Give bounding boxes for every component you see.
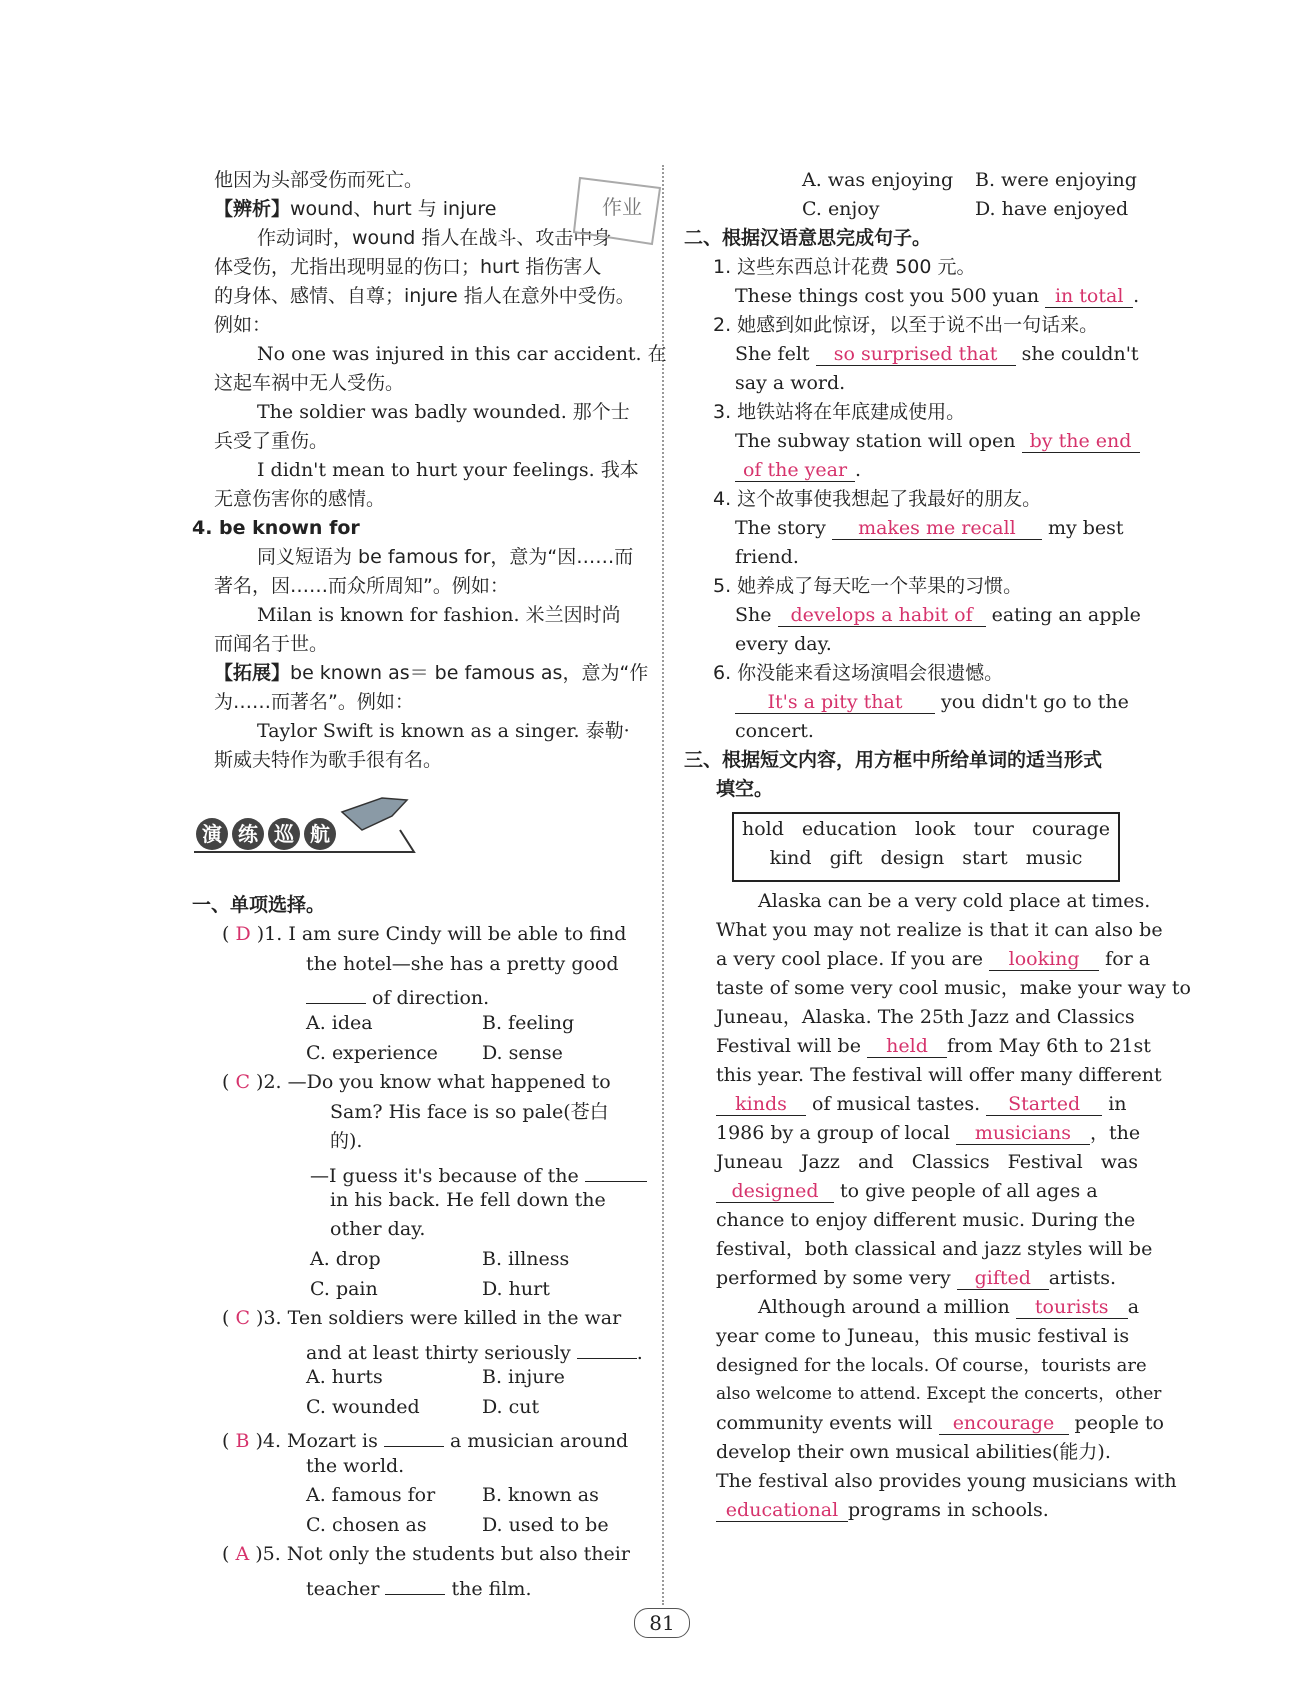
blank [384, 1422, 444, 1447]
example-line: 兵受了重伤。 [214, 430, 329, 452]
option: C. chosen as [306, 1514, 427, 1536]
passage-line: Festival will be held from May 6th to 21st [716, 1035, 1151, 1057]
example-line: 斯威夫特作为歌手很有名。 [214, 749, 443, 771]
answer: A [235, 1543, 250, 1565]
question-text: the world. [306, 1455, 405, 1477]
answer-blank: Started [986, 1091, 1102, 1116]
passage-line: designed for the locals. Of course，tourists are [716, 1355, 1147, 1376]
sentence-cn: 4. 这个故事使我想起了我最好的朋友。 [713, 488, 1042, 510]
banner-char: 演 [196, 818, 228, 850]
question-4: ( B )4. Mozart is a musician around [222, 1422, 628, 1456]
option: C. enjoy [802, 198, 880, 220]
blank [385, 1570, 445, 1595]
option: B. illness [482, 1248, 570, 1270]
option: D. used to be [482, 1514, 609, 1536]
question-text: in his back. He fell down the [330, 1189, 606, 1211]
example-line: 这起车祸中无人受伤。 [214, 372, 405, 394]
option: A. was enjoying [802, 169, 954, 191]
passage-line: develop their own musical abilities(能力). [716, 1441, 1111, 1463]
word-box [732, 812, 1120, 882]
example-line: 无意伤害你的感情。 [214, 488, 386, 510]
question-text: other day. [330, 1218, 426, 1240]
passage-line: Although around a million tourists a [758, 1296, 1140, 1318]
passage-line: taste of some very cool music，make your way to [716, 977, 1191, 999]
tuozhan-tag: 【拓展】 [214, 662, 291, 684]
option: A. drop [310, 1248, 381, 1270]
option: D. hurt [482, 1278, 550, 1300]
text-line: 同义短语为 be famous for，意为“因……而 [257, 546, 634, 568]
section-3-title-cont: 填空。 [716, 778, 774, 800]
answer-blank: gifted [957, 1265, 1049, 1290]
question-text: teacher the film. [306, 1570, 531, 1604]
option: A. idea [306, 1012, 373, 1034]
answer-blank: kinds [716, 1091, 806, 1116]
bianxi-text: wound、hurt 与 injure [290, 198, 497, 220]
passage-line: educational programs in schools. [716, 1496, 1049, 1525]
passage-line: this year. The festival will offer many different [716, 1064, 1162, 1086]
sentence-en: of the year . [735, 456, 861, 485]
banner-char: 航 [304, 818, 336, 850]
banner-title [196, 818, 336, 850]
answer: B [235, 1430, 250, 1452]
page-number [612, 1608, 712, 1638]
sentence-en: She felt so surprised that she couldn't [735, 343, 1139, 365]
question-text: and at least thirty seriously . [306, 1334, 643, 1368]
answer-blank: in total [1045, 283, 1133, 308]
text-line: 例如： [214, 314, 272, 336]
passage-line: a very cool place. If you are looking for a [716, 948, 1151, 970]
option: B. injure [482, 1366, 565, 1388]
option: D. have enjoyed [975, 198, 1129, 220]
heading-4: 4. be known for [192, 517, 360, 539]
passage-line: festival，both classical and jazz styles will be [716, 1238, 1153, 1260]
option: B. feeling [482, 1012, 575, 1034]
answer-blank: educational [716, 1497, 848, 1522]
option: B. were enjoying [975, 169, 1137, 191]
answer: C [235, 1307, 250, 1329]
answer-blank: musicians [956, 1120, 1090, 1145]
passage-line: chance to enjoy different music. During the [716, 1209, 1136, 1231]
answer: D [235, 923, 251, 945]
option: A. famous for [306, 1484, 436, 1506]
question-2: ( C )2. —Do you know what happened to [222, 1071, 611, 1093]
passage-line: 1986 by a group of local musicians ，the [716, 1122, 1141, 1144]
word-box-row: kind gift design start music [769, 847, 1083, 869]
example-line: I didn't mean to hurt your feelings. 我本 [257, 459, 639, 481]
sentence-cn: 6. 你没能来看这场演唱会很遗憾。 [713, 662, 1004, 684]
blank [306, 979, 366, 1004]
section-3-title: 三、根据短文内容，用方框中所给单词的适当形式 [684, 749, 1103, 771]
text-line: 体受伤，尤指出现明显的伤口；hurt 指伤害人 [214, 256, 602, 278]
homework-stamp-icon [570, 170, 666, 250]
section-2-title: 二、根据汉语意思完成句子。 [684, 227, 932, 249]
question-3: ( C )3. Ten soldiers were killed in the war [222, 1307, 622, 1329]
sentence-en: She develops a habit of eating an apple [735, 604, 1141, 626]
answer-blank: of the year [735, 457, 855, 482]
stamp-text: 作业 [602, 195, 642, 219]
question-text: the hotel—she has a pretty good [306, 953, 619, 975]
example-line: Taylor Swift is known as a singer. 泰勒· [257, 720, 630, 742]
passage-line: kinds of musical tastes. Started in [716, 1090, 1127, 1119]
sentence-en: The story makes me recall my best [735, 517, 1124, 539]
answer-blank: looking [989, 946, 1099, 971]
passage-line: The festival also provides young musicians with [716, 1470, 1177, 1492]
ship-icon [342, 798, 407, 830]
answer-blank: encourage [939, 1410, 1069, 1435]
sentence-en: friend. [735, 546, 799, 568]
passage-line: Juneau，Alaska. The 25th Jazz and Classics [716, 1006, 1135, 1028]
section-1-title: 一、单项选择。 [192, 894, 326, 916]
bianxi-line [214, 195, 496, 224]
sentence-en: It's a pity that you didn't go to the [735, 688, 1129, 717]
page-number-value: 81 [634, 1608, 689, 1638]
question-text: of direction. [306, 979, 489, 1013]
question-text: Sam? His face is so pale(苍白 [330, 1101, 609, 1123]
option: B. known as [482, 1484, 599, 1506]
column-divider [662, 165, 664, 1605]
question-5: ( A )5. Not only the students but also their [222, 1543, 630, 1565]
option: C. wounded [306, 1396, 420, 1418]
tuozhan-text: be known as＝ be famous as，意为“作 [290, 662, 649, 684]
sentence-en: say a word. [735, 372, 846, 394]
passage-line: community events will encourage people to [716, 1412, 1164, 1434]
sentence-cn: 3. 地铁站将在年底建成使用。 [713, 401, 966, 423]
option: D. cut [482, 1396, 540, 1418]
answer-blank: so surprised that [816, 341, 1016, 366]
answer-blank: It's a pity that [735, 689, 935, 714]
answer: C [235, 1071, 250, 1093]
sentence-en: The subway station will open by the end [735, 427, 1140, 456]
text-line: 他因为头部受伤而死亡。 [214, 169, 424, 191]
text-line: 的身体、感情、自尊；injure 指人在意外中受伤。 [214, 285, 635, 307]
blank [577, 1334, 637, 1359]
sentence-cn: 1. 这些东西总计花费 500 元。 [713, 256, 976, 278]
passage-line: Juneau Jazz and Classics Festival was [716, 1151, 1139, 1173]
bianxi-tag: 【辨析】 [214, 198, 291, 220]
word-box-row: hold education look tour courage [741, 818, 1111, 840]
question-text: —I guess it's because of the [310, 1157, 647, 1191]
option: C. pain [310, 1278, 378, 1300]
sentence-cn: 2. 她感到如此惊讶，以至于说不出一句话来。 [713, 314, 1099, 336]
passage-line: also welcome to attend. Except the concerts，other [716, 1384, 1162, 1404]
option: D. sense [482, 1042, 563, 1064]
passage-line: designed to give people of all ages a [716, 1177, 1098, 1206]
example-line: The soldier was badly wounded. 那个士 [257, 401, 630, 423]
text-line: 为……而著名”。例如： [214, 691, 414, 713]
question-text: 的). [330, 1130, 363, 1152]
passage-line: What you may not realize is that it can also be [716, 919, 1163, 941]
sentence-en: concert. [735, 720, 814, 742]
answer-blank: tourists [1016, 1294, 1128, 1319]
banner-char: 练 [232, 818, 264, 850]
answer-blank: held [867, 1033, 947, 1058]
sentence-en: These things cost you 500 yuan in total . [735, 285, 1140, 307]
answer-blank: designed [716, 1178, 834, 1203]
passage-line: year come to Juneau，this music festival is [716, 1325, 1130, 1347]
passage-line: Alaska can be a very cold place at times. [758, 890, 1151, 912]
option: C. experience [306, 1042, 438, 1064]
answer-blank: makes me recall [832, 515, 1042, 540]
answer-blank: develops a habit of [778, 602, 986, 627]
blank [585, 1157, 647, 1182]
example-line: 而闻名于世。 [214, 633, 329, 655]
example-line: Milan is known for fashion. 米兰因时尚 [257, 604, 621, 626]
tuozhan-line [214, 659, 648, 688]
option: A. hurts [306, 1366, 383, 1388]
example-line: No one was injured in this car accident. 在 [257, 343, 667, 365]
sentence-en: every day. [735, 633, 832, 655]
text-line: 著名，因……而众所周知”。例如： [214, 575, 509, 597]
text-line: 作动词时，wound 指人在战斗、攻击中身 [257, 227, 612, 249]
question-1: ( D )1. I am sure Cindy will be able to find [222, 923, 627, 945]
answer-blank: by the end [1022, 428, 1140, 453]
passage-line: performed by some very gifted artists. [716, 1267, 1117, 1289]
banner-char: 巡 [268, 818, 300, 850]
sentence-cn: 5. 她养成了每天吃一个苹果的习惯。 [713, 575, 1023, 597]
